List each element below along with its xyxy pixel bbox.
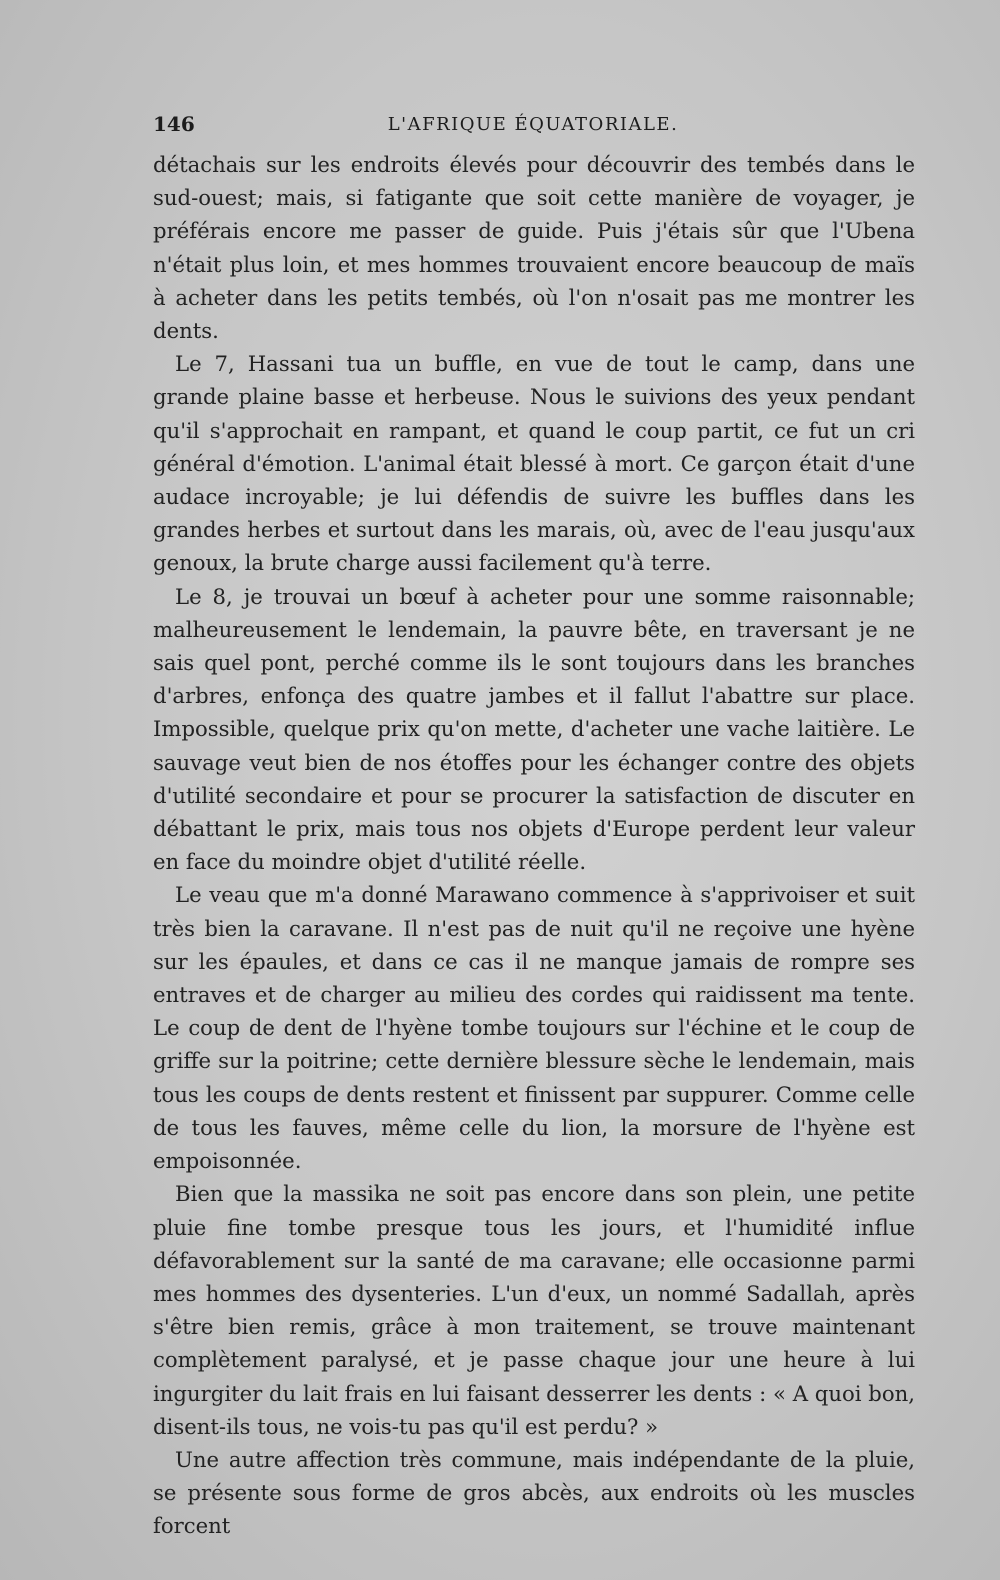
paragraph: Le 7, Hassani tua un buffle, en vue de tout le camp, dans une grande plaine basse et herbeuse. Nous le suivions des yeux pendant qu'il s'approchait en rampant, et quand le coup partit, ce fut un cri général d'émotion. L'animal était blessé à mort. Ce garçon était d'une audace incroyable; je lui défendis de suivre les buffles dans les grandes herbes et surtout dans les marais, où, avec de l'eau jusqu'aux genoux, la brute charge aussi facilement qu'à terre. <box>153 351 915 576</box>
page-header <box>153 112 913 142</box>
paragraph: Une autre affection très commune, mais indépendante de la pluie, se présente sous forme de gros abcès, aux endroits où les muscles forcent <box>153 1446 915 1539</box>
running-title: L'AFRIQUE ÉQUATORIALE. <box>387 114 679 135</box>
paragraph: Le 8, je trouvai un bœuf à acheter pour une somme raisonnable; malheureusement le lendemain, la pauvre bête, en traversant je ne sais quel pont, perché comme ils le sont toujours dans les branches d'arbres, enfonça des quatre jambes et il fallut l'abattre sur place. Impossible, quelque prix qu'on mette, d'acheter une vache laitière. Le sauvage veut bien de nos étoffes pour les échanger contre des objets d'utilité secondaire et pour se procurer la satisfaction de discuter en débattant le prix, mais tous nos objets d'Europe perdent leur valeur en face du moindre objet d'utilité réelle. <box>153 583 915 875</box>
paragraph: Le veau que m'a donné Marawano commence à s'apprivoiser et suit très bien la caravane. Il n'est pas de nuit qu'il ne reçoive une hyène sur les épaules, et dans ce cas il ne manque jamais de rompre ses entraves et de charger au milieu des cordes qui raidissent ma tente. Le coup de dent de l'hyène tombe toujours sur l'échine et le coup de griffe sur la poitrine; cette dernière blessure sèche le lendemain, mais tous les coups de dents restent et finissent par suppurer. Comme celle de tous les fauves, même celle du lion, la morsure de l'hyène est empoisonnée. <box>153 882 915 1174</box>
page-number: 146 <box>153 112 195 136</box>
paragraph: détachais sur les endroits élevés pour découvrir des tembés dans le sud-ouest; mais, si fatigante que soit cette manière de voyager, je préférais encore me passer de guide. Puis j'étais sûr que l'Ubena n'était plus loin, et mes hommes trouvaient encore beaucoup de maïs à acheter dans les petits tembés, où l'on n'osait pas me montrer les dents. <box>153 152 915 344</box>
body-text <box>153 148 915 1543</box>
paragraph: Bien que la massika ne soit pas encore dans son plein, une petite pluie fine tombe presque tous les jours, et l'humidité influe défavorablement sur la santé de ma caravane; elle occasionne parmi mes hommes des dysenteries. L'un d'eux, un nommé Sadallah, après s'être bien remis, grâce à mon traitement, se trouve maintenant complètement paralysé, et je passe chaque jour une heure à lui ingurgiter du lait frais en lui faisant desserrer les dents : « A quoi bon, disent-ils tous, ne vois-tu pas qu'il est perdu? » <box>153 1181 915 1439</box>
